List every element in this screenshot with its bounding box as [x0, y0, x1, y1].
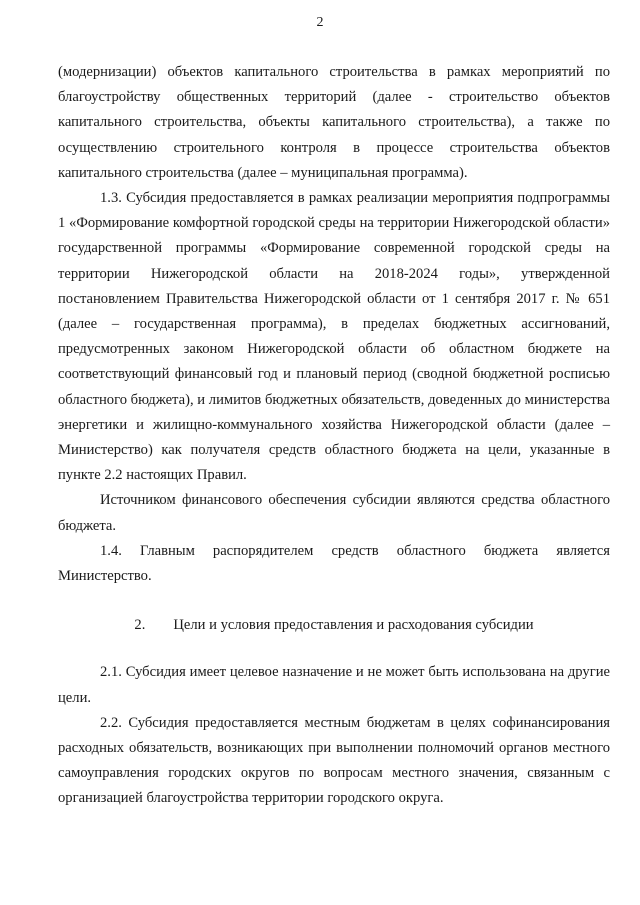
paragraph-2-2: 2.2. Субсидия предоставляется местным бюджетам в целях софинансирования расходных обязательств, возникающих при выполнении полномочий органов местного самоуправления городских округов по вопросам местного значения, связанным с организацией благоустройства территории городского округа.: [58, 714, 610, 807]
section-number: 2.: [134, 617, 146, 634]
document-body: [58, 60, 610, 812]
paragraph-1-3: 1.3. Субсидия предоставляется в рамках реализации мероприятия подпрограммы 1 «Формирование комфортной городской среды на территории Нижегородской области» государственной программы «Формирование современной городской среды на территории Нижегородской области на 2018-2024 годы», утвержденной постановлением Правительства Нижегородской области от 1 сентября 2017 г. № 651 (далее – государственная программа), в пределах бюджетных ассигнований, предусмотренных законом Нижегородской области об областном бюджете на соответствующий финансовый год и плановый период (сводной бюджетной росписью областного бюджета), и лимитов бюджетных обязательств, доведенных до министерства энергетики и жилищно-коммунального хозяйства Нижегородской области (далее – Министерство) как получателя средств областного бюджета на цели, указанные в пункте 2.2 настоящих Правил.: [58, 190, 610, 484]
paragraph-continuation: (модернизации) объектов капитального строительства в рамках мероприятий по благоустройству общественных территорий (далее - строительство объектов капитального строительства, объекты капитального строительства), а также по осуществлению строительного контроля в процессе строительства объектов капитального строительства (далее – муниципальная программа).: [58, 64, 610, 181]
section-title: Цели и условия предоставления и расходования субсидии: [173, 617, 534, 634]
page-number: 2: [316, 15, 324, 30]
section-heading: [58, 613, 610, 638]
paragraph-1-4: 1.4. Главным распорядителем средств областного бюджета является Министерство.: [58, 542, 610, 585]
paragraph-2-1: 2.1. Субсидия имеет целевое назначение и не может быть использована на другие цели.: [58, 664, 610, 706]
paragraph-funding-source: Источником финансового обеспечения субсидии являются средства областного бюджета.: [58, 492, 610, 534]
